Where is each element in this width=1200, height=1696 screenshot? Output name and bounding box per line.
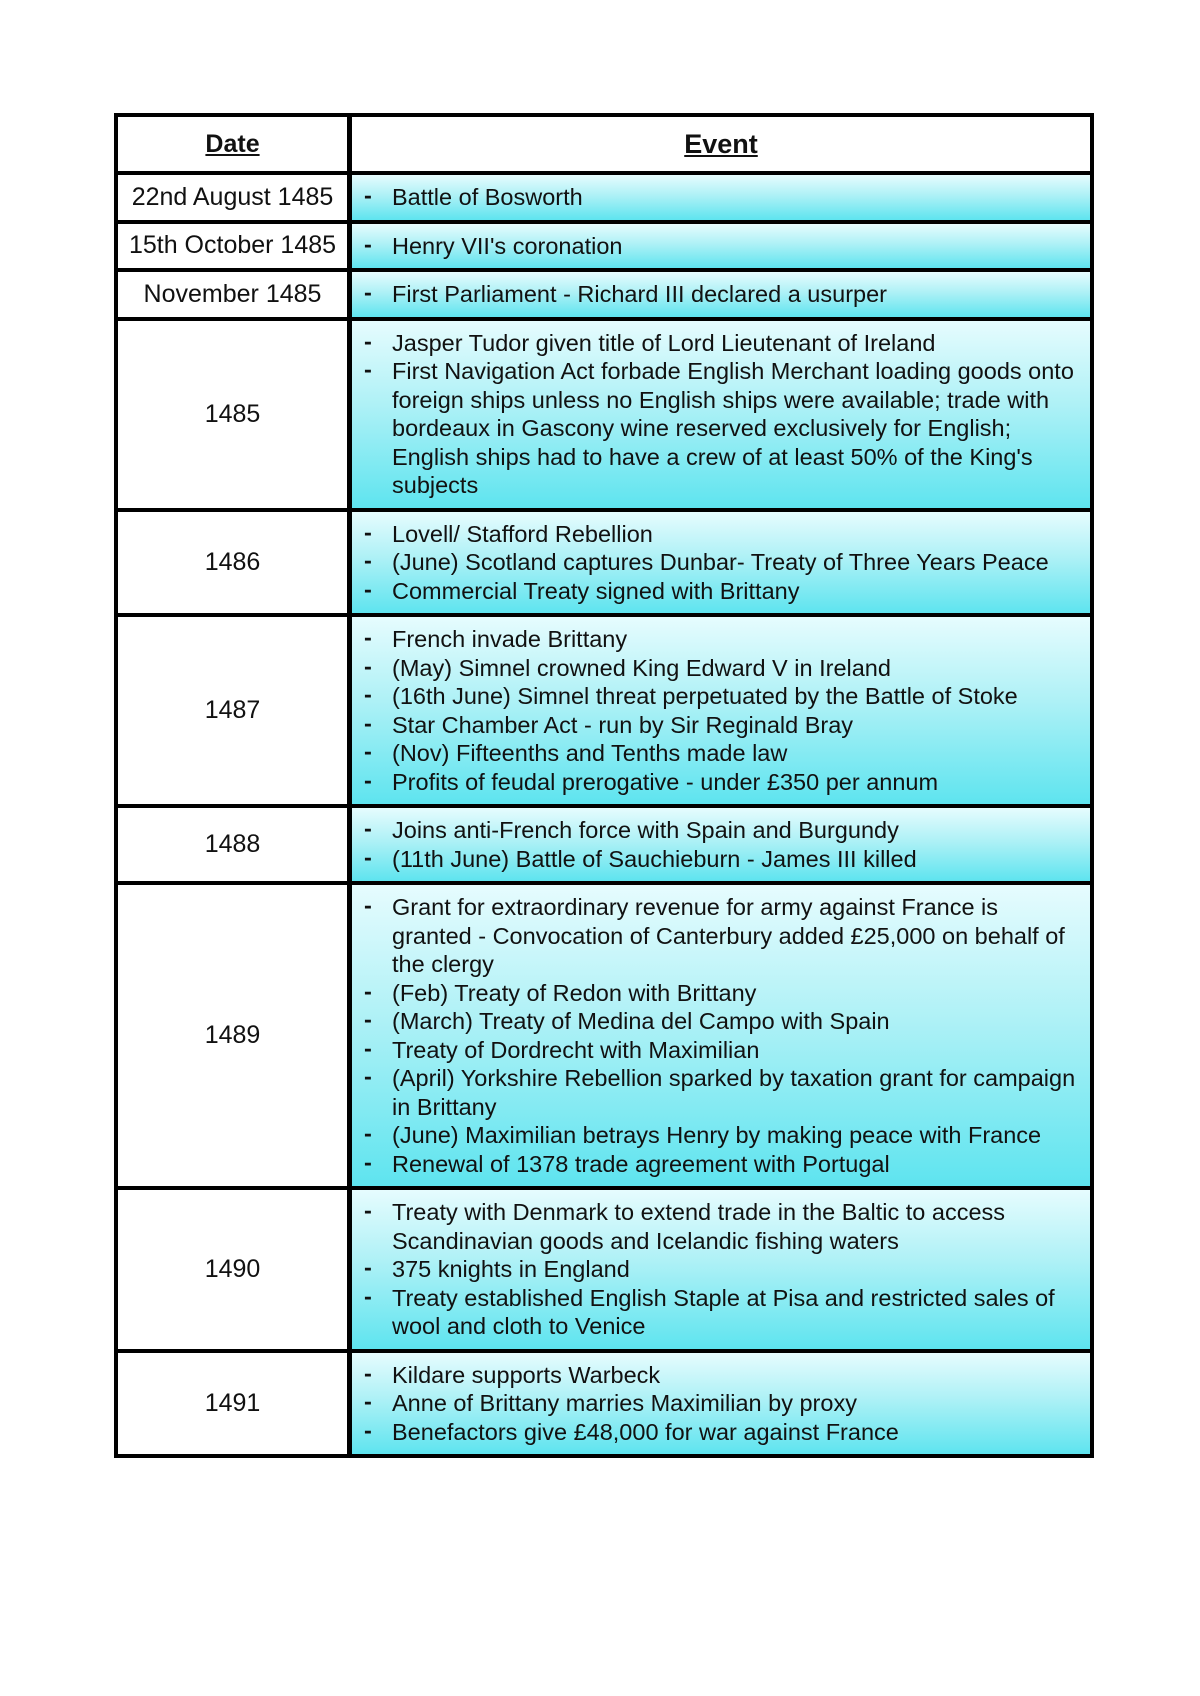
event-list xyxy=(362,329,1084,500)
table-body xyxy=(118,175,1090,1454)
event-list xyxy=(362,183,1084,212)
event-item: - Anne of Brittany marries Maximilian by proxy xyxy=(362,1389,1084,1418)
table-row xyxy=(118,175,1090,224)
event-item: - Joins anti-French force with Spain and Burgundy xyxy=(362,816,1084,845)
event-item: - Commercial Treaty signed with Brittany xyxy=(362,577,1084,606)
event-list xyxy=(362,816,1084,873)
table-row xyxy=(118,224,1090,273)
event-item: - Lovell/ Stafford Rebellion xyxy=(362,520,1084,549)
event-item: - (June) Maximilian betrays Henry by making peace with France xyxy=(362,1121,1084,1150)
event-cell xyxy=(352,224,1090,273)
date-column-header: Date xyxy=(118,117,352,175)
date-cell: 1487 xyxy=(118,617,352,808)
date-cell: 1486 xyxy=(118,512,352,618)
event-item: - Grant for extraordinary revenue for army against France is granted - Convocation of Canterbury added £25,000 on behalf of the clergy xyxy=(362,893,1084,979)
event-item: - First Parliament - Richard III declared a usurper xyxy=(362,280,1084,309)
event-item: - Treaty established English Staple at Pisa and restricted sales of wool and cloth to Venice xyxy=(362,1284,1084,1341)
event-list xyxy=(362,520,1084,606)
event-cell xyxy=(352,1190,1090,1353)
table-row xyxy=(118,512,1090,618)
event-list xyxy=(362,280,1084,309)
event-cell xyxy=(352,885,1090,1190)
event-item: - Treaty of Dordrecht with Maximilian xyxy=(362,1036,1084,1065)
event-cell xyxy=(352,175,1090,224)
event-list xyxy=(362,1361,1084,1447)
table-row xyxy=(118,272,1090,321)
table-row xyxy=(118,1353,1090,1455)
event-item: - (April) Yorkshire Rebellion sparked by taxation grant for campaign in Brittany xyxy=(362,1064,1084,1121)
date-cell: 1491 xyxy=(118,1353,352,1455)
date-cell: 1488 xyxy=(118,808,352,885)
event-item: - Battle of Bosworth xyxy=(362,183,1084,212)
event-item: - (June) Scotland captures Dunbar- Treaty of Three Years Peace xyxy=(362,548,1084,577)
event-cell xyxy=(352,272,1090,321)
event-item: - Jasper Tudor given title of Lord Lieutenant of Ireland xyxy=(362,329,1084,358)
header-row xyxy=(118,117,1090,175)
event-cell xyxy=(352,808,1090,885)
date-cell: 22nd August 1485 xyxy=(118,175,352,224)
date-cell: 1490 xyxy=(118,1190,352,1353)
event-cell xyxy=(352,1353,1090,1455)
event-item: - First Navigation Act forbade English Merchant loading goods onto foreign ships unless no English ships were available; trade with bordeaux in Gascony wine reserved exclusively for English; English ships had to have a crew of at least 50% of the King's subjects xyxy=(362,357,1084,500)
event-item: - Profits of feudal prerogative - under £350 per annum xyxy=(362,768,1084,797)
event-list xyxy=(362,1198,1084,1341)
timeline-table xyxy=(114,113,1094,1458)
event-item: - (Feb) Treaty of Redon with Brittany xyxy=(362,979,1084,1008)
event-item: - (11th June) Battle of Sauchieburn - James III killed xyxy=(362,845,1084,874)
table-row xyxy=(118,1190,1090,1353)
event-item: - Treaty with Denmark to extend trade in the Baltic to access Scandinavian goods and Icelandic fishing waters xyxy=(362,1198,1084,1255)
event-item: - (16th June) Simnel threat perpetuated by the Battle of Stoke xyxy=(362,682,1084,711)
event-column-header: Event xyxy=(352,117,1090,175)
event-item: - Henry VII's coronation xyxy=(362,232,1084,261)
table-row xyxy=(118,885,1090,1190)
event-item: - (Nov) Fifteenths and Tenths made law xyxy=(362,739,1084,768)
event-item: - Star Chamber Act - run by Sir Reginald Bray xyxy=(362,711,1084,740)
event-list xyxy=(362,625,1084,796)
date-cell: 1485 xyxy=(118,321,352,512)
event-cell xyxy=(352,321,1090,512)
table-row xyxy=(118,808,1090,885)
event-item: - (March) Treaty of Medina del Campo with Spain xyxy=(362,1007,1084,1036)
event-item: - 375 knights in England xyxy=(362,1255,1084,1284)
event-item: - (May) Simnel crowned King Edward V in Ireland xyxy=(362,654,1084,683)
table-row xyxy=(118,321,1090,512)
table-row xyxy=(118,617,1090,808)
event-list xyxy=(362,893,1084,1178)
event-item: - Benefactors give £48,000 for war against France xyxy=(362,1418,1084,1447)
date-cell: 15th October 1485 xyxy=(118,224,352,273)
event-item: - French invade Brittany xyxy=(362,625,1084,654)
date-cell: November 1485 xyxy=(118,272,352,321)
event-cell xyxy=(352,617,1090,808)
event-list xyxy=(362,232,1084,261)
event-item: - Renewal of 1378 trade agreement with Portugal xyxy=(362,1150,1084,1179)
event-cell xyxy=(352,512,1090,618)
event-item: - Kildare supports Warbeck xyxy=(362,1361,1084,1390)
table-header xyxy=(118,117,1090,175)
date-cell: 1489 xyxy=(118,885,352,1190)
